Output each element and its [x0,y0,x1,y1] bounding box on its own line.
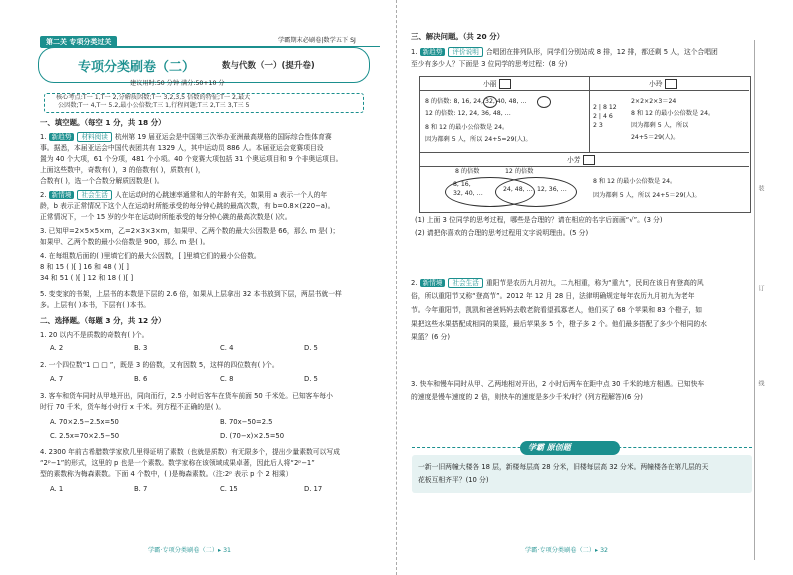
q4-line: 4. 在每组数后面的( )里填它们的最大公因数，[ ]里填它们的最小公倍数。 [40,252,261,260]
q1-line: 事。据悉，本届亚运会中国代表团共有 1329 人，其中运动员 886 人。本届亚运会竞赛项目设 [40,144,324,152]
option: D. 17 [304,485,323,493]
option: B. 6 [134,375,148,383]
q1-line: 杭州第 19 届亚运会是中国第三次举办亚洲最高规格的国际综合性体育赛 [114,133,332,141]
c-lcm: 8 和 12 的最小公倍数是 24。 [593,178,677,185]
core-points-line1: 核心考点:T一 1,T一 2,分解质因数;T一 3,2,3,5 倍数的特征;T一 2,最大 [56,94,251,101]
q2-line: 龄，b 表示正常情况下这个人在运动时所能承受的每分钟心跳的最高次数，有 b=0.8×(220−a)。 [40,202,335,210]
q5-line: 多。上层有( )本书，下层有( )本书。 [40,301,151,309]
q2-line: 正常情况下，一个 15 岁的少年在运动时所能承受的每分钟心跳的最高次数是( )次。 [40,213,292,221]
section-tag: 第二关 专项分类过关 [40,36,117,48]
q3-line: 3. 已知甲=2×5×5×m，乙=2×3×3×m，如果甲、乙两个数的最大公因数是 66，那么 m 是( )； [40,227,340,235]
tag-new-context: 新情境 [420,279,446,287]
p1-subq2: (2) 请把你喜欢的合理的思考过程用文字说明理由。(5 分) [415,229,589,237]
option: D. 5 [304,375,318,383]
binding-line [754,40,755,560]
b-division-3: 2 3 [593,122,603,129]
xueba-line: 一新一旧两幢大楼各 18 层，新楼每层高 28 分米，旧楼每层高 32 分米。两幢楼各在第几层的天 [418,463,709,471]
section-solve-title: 三、解决问题。（共 20 分） [411,32,505,41]
tag-new-trend: 新趋势 [420,48,446,56]
option: A. 7 [50,375,64,383]
q3-line: 如果甲、乙两个数的最小公倍数是 900，那么 m 是( )。 [40,238,210,246]
option: C. 15 [220,485,238,493]
c3-line: 时行 70 千米，货车每小时行 x 千米。列方程不正确的是( )。 [40,403,226,411]
table-divider [419,90,749,91]
table-divider [419,166,749,167]
p2-line: 重阳节是农历九月初九，二九相重，称为“重九”，民间在该日有登高的风 [485,279,704,287]
c4-line: 型的素数称为梅森素数。下面 4 个数中，( )是梅森素数。（注:2ᵖ 表示 p 个 2 相乘） [40,470,293,478]
option: C. 4 [220,344,234,352]
tag-social-life: 社会生活 [448,278,482,288]
c-region-8: 8, 16, 32, 40, … [453,181,483,197]
xueba-question-box [412,455,752,493]
left-page [0,0,396,575]
q1-line: 上面这些数中，奇数有( )，3 的倍数有( )，质数有( )， [40,166,205,174]
binding-mark: 订 [757,285,764,291]
section-choice-title: 二、选择题。（每题 3 分，共 12 分） [40,316,166,325]
b-product: 2×2×2×3＝24 [631,98,677,105]
check-box-c[interactable] [583,155,595,165]
p1-line: 合唱团在排列队形，同学们分别站成 8 排，12 排，都还剩 5 人，这个合唱团 [485,48,718,56]
b-division-1: 2 | 8 12 [593,104,617,111]
b-division-2: 2 | 4 6 [593,113,613,120]
a-answer: 因为都剩 5 人，所以 24+5=29(人)。 [425,136,532,143]
q2-line: 人在运动时的心跳速率通常和人的年龄有关，如果用 a 表示一个人的年 [114,191,328,199]
q4-line: 34 和 51 ( )[ ] 12 和 18 ( )[ ] [40,274,134,282]
choice-1: 1. 20 以内不是质数的奇数有( )个。 [40,331,149,339]
table-divider [589,76,590,152]
p2-line: 俗，所以重阳节又称“登高节”。2012 年 12 月 28 日，法律明确规定每年农历九月初九为老年 [411,292,695,300]
section-fill-title: 一、填空题。（每空 1 分，共 18 分） [40,118,166,127]
option: B. 70x−50=2.5 [220,418,273,426]
c-label-8: 8 的倍数 [455,168,480,175]
c-label-12: 12 的倍数 [505,168,534,175]
question-2: 2. 新情境 社会生活 人在运动时的心跳速率通常和人的年龄有关，如果用 a 表示一个人的年 [40,191,328,199]
b-because: 因为都剩 5 人，所以 [631,122,689,129]
option: C. 2.5x=70×2.5−50 [50,432,120,440]
binding-mark: 线 [757,380,764,386]
tag-new-context: 新情境 [49,191,75,199]
option: A. 1 [50,485,64,493]
option: A. 70×2.5−2.5x=50 [50,418,119,426]
c-answer: 因为都剩 5 人，所以 24+5＝29(人)。 [593,192,701,199]
table-divider [419,152,749,153]
q1-line: 合数有( )，选一个合数分解质因数是( )。 [40,177,164,185]
student-name-b: 小玲 [649,79,677,89]
p1-subq1: (1) 上面 3 位同学的思考过程，哪些是合理的？请在相应的名字后面画“√”。(3 分) [415,216,663,224]
time-score-info: 建议用时:50 分钟 满分:50+10 分 [130,80,225,87]
circle-mark [537,96,551,108]
option: C. 8 [220,375,234,383]
c3-line: 3. 客车和货车同时从甲地开出，同向而行，2.5 小时后客车在货车前面 50 千米处。已知客车每小 [40,392,333,400]
problem-1: 1. 新趋势 评价说明 合唱团在排列队形，同学们分别站成 8 排，12 排，都还剩 5 人，这个合唱团 [411,48,718,56]
page-footer: 学霸·专项分类刷卷（二）▸ 31 [148,547,231,554]
option: B. 3 [134,344,148,352]
a-multiples-8: 8 的倍数: 8, 16, 24, 32, 40, 48, … [425,98,527,105]
tag-material: 材料阅读 [77,132,111,142]
c-region-12: 12, 36, … [537,186,567,193]
problem-2: 2. 新情境 社会生活 重阳节是农历九月初九，二九相重，称为“重九”，民间在该日有登高的风 [411,279,704,287]
q1-line: 置为 40 个大项，61 个分项，481 个小项。40 个竞赛大项包括 31 个奥运项目和 9 个非奥运项目。 [40,155,343,163]
p1-line: 至少有多少人？下面是 3 位同学的思考过程：(8 分) [411,60,568,68]
header-right: 学霸期末必刷卷|数学五下 SJ [278,37,356,47]
p2-line: 节。今年重阳节，凯凯和爸爸妈妈去敬老院看望孤寡老人，他们买了 68 个苹果和 83 个橙子，如 [411,306,703,314]
a-multiples-12: 12 的倍数: 12, 24, 36, 48, … [425,110,511,117]
b-lcm: 8 和 12 的最小公倍数是 24。 [631,110,715,117]
page-title: 专项分类刷卷（二） [78,60,196,75]
binding-mark: 装 [757,185,764,191]
tag-social-life: 社会生活 [77,190,111,200]
c4-line: “2ᵖ−1”的形式，这里的 p 也是一个素数。数学家称在该领域成果卓著，因此后人将“2ᵖ−1” [40,459,315,467]
p3-line: 的速度是慢车速度的 2 倍，则快车的速度是多少千米/时？(列方程解答)(6 分) [411,393,643,401]
a-lcm: 8 和 12 的最小公倍数是 24。 [425,124,509,131]
tag-new-trend: 新趋势 [49,133,75,141]
xueba-line: 花板互相齐平？(10 分) [418,476,489,484]
student-name-a: 小丽 [483,79,511,89]
tag-evaluation: 评价说明 [448,47,482,57]
xueba-badge: 学霸 原创题 [520,441,620,455]
circle-mark [483,96,497,108]
choice-2: 2. 一个四位数“1 □ □ ”，既是 3 的倍数，又有因数 5，这样的四位数有( )个。 [40,361,279,369]
b-answer: 24+5＝29(人)。 [631,134,680,141]
p2-line: 果把这些水果搭配成相同的果篮，最后苹果多 5 个，橙子多 2 个。他们最多搭配了多少个相同的水 [411,320,707,328]
question-1: 1. 新趋势 材料阅读 杭州第 19 届亚运会是中国第三次举办亚洲最高规格的国际综合性体育赛 [40,133,332,141]
page-subtitle: 数与代数（一）(提升卷) [222,61,315,71]
option: A. 2 [50,344,64,352]
option: D. 5 [304,344,318,352]
check-box-b[interactable] [665,79,677,89]
option: B. 7 [134,485,148,493]
q4-line: 8 和 15 ( )[ ] 16 和 48 ( )[ ] [40,263,129,271]
check-box-a[interactable] [499,79,511,89]
student-name-c: 小芳 [567,155,595,165]
q5-line: 5. 变变家的书架，上层书的本数是下层的 2.6 倍，如果从上层拿出 32 本书放到下层，两层书就一样 [40,290,342,298]
c-region-common: 24, 48, … [503,186,533,193]
core-points-line2: 公因数;T一 4,T一 5.2,最小公倍数;T三 1,行程问题;T三 2,T三 3,T三 5 [58,102,250,109]
p3-line: 3. 快车和慢车同时从甲、乙两地相对开出，2 小时后两车在距中点 30 千米的地方相遇。已知快车 [411,380,705,388]
option: D. (70−x)×2.5=50 [220,432,285,440]
c4-line: 4. 2300 年前古希腊数学家欧几里得证明了素数（也就是质数）有无限多个，提出少量素数可以写成 [40,448,340,456]
page-footer: 学霸·专项分类刷卷（二）▸ 32 [525,547,608,554]
p2-line: 果篮？(6 分) [411,333,450,341]
